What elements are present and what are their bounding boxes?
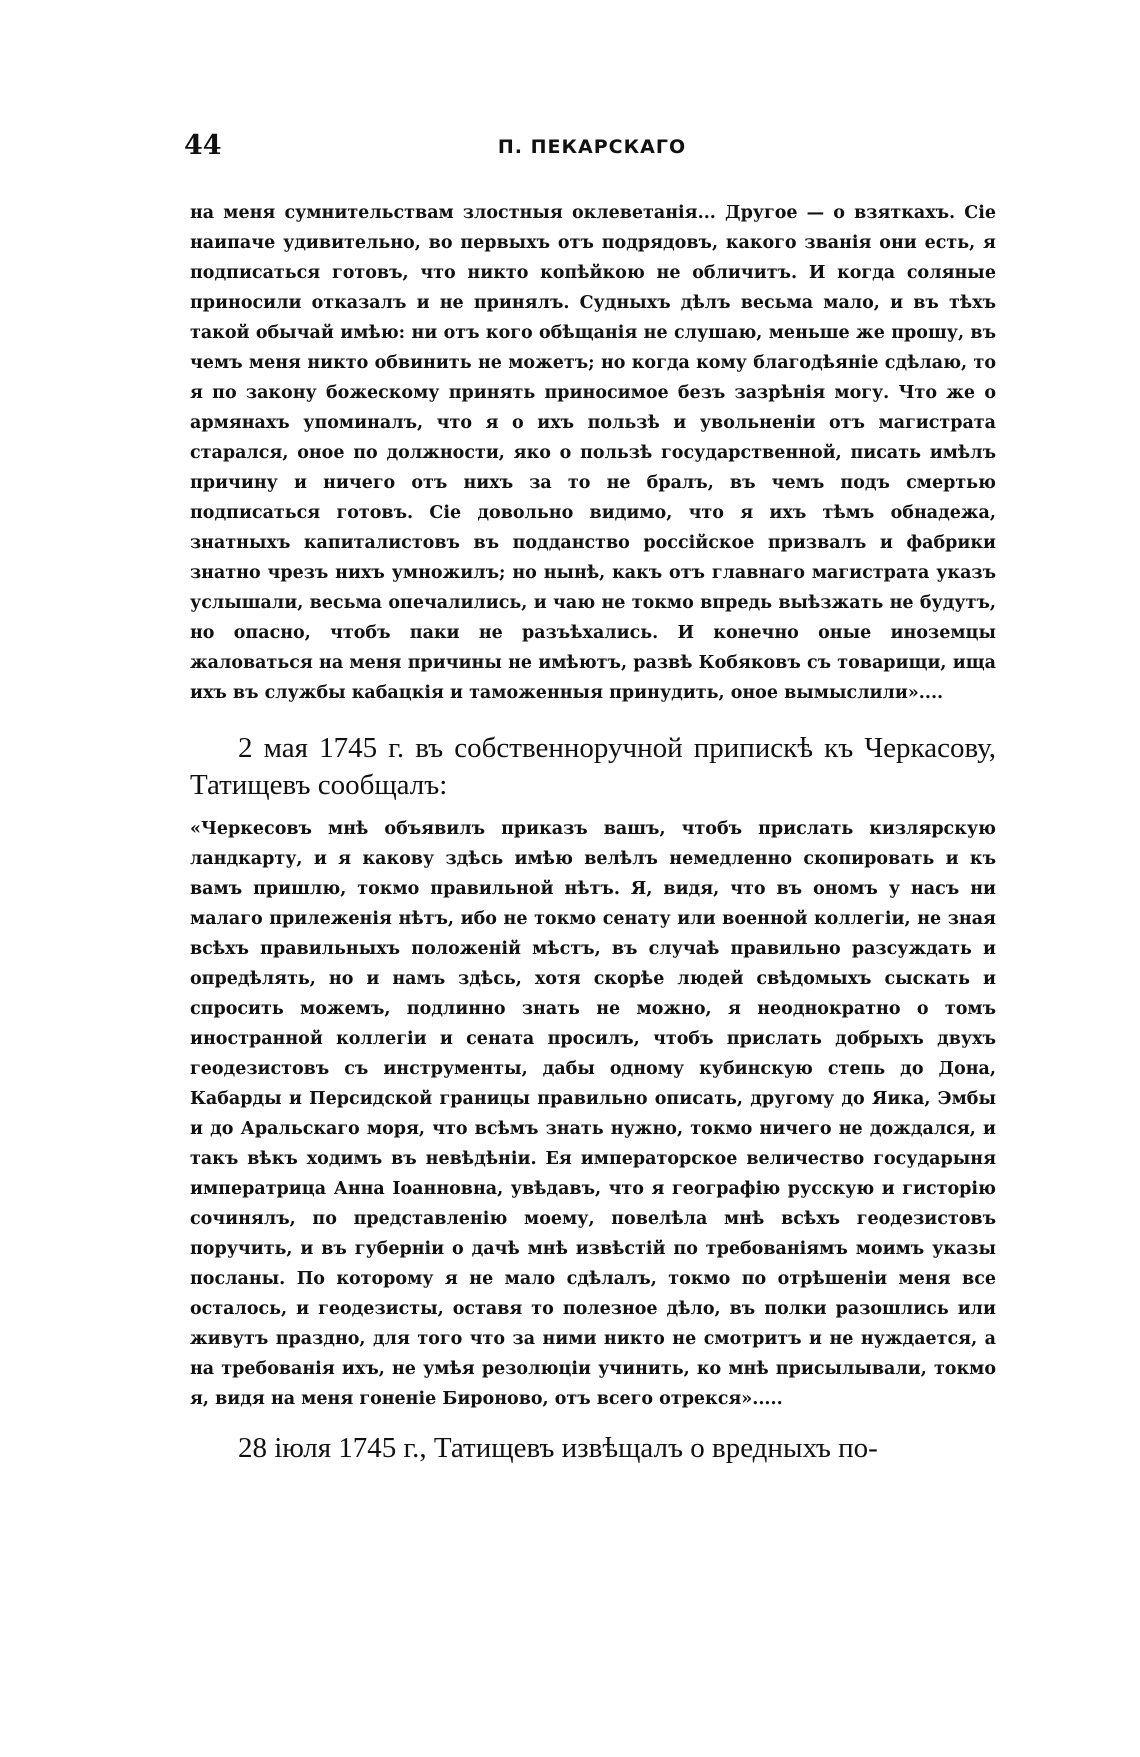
running-head: П. ПЕКАРСКАГО — [497, 136, 687, 158]
body-text — [190, 198, 996, 1467]
page-number: 44 — [184, 130, 222, 161]
page-header — [184, 130, 1000, 170]
quote-paragraph-1: на меня сумнительствам злостныя оклеветанія... Другое — о взяткахъ. Сіе наипаче удивительно, во первыхъ отъ подрядовъ, какого званія они есть, я подписаться готовъ, что никто копѣйкою не обличитъ. И когда соляные приносили отказалъ и не принялъ. Судныхъ дѣлъ весьма мало, и въ тѣхъ такой обычай имѣю: ни отъ кого обѣщанія не слушаю, меньше же прошу, въ чемъ меня никто обвинить не можетъ; но когда кому благодѣяніе сдѣлаю, то я по закону божескому принять приносимое безъ зазрѣнія могу. Что же о армянахъ упоминалъ, что я о ихъ пользѣ и увольненіи отъ магистрата старался, оное по должности, яко о пользѣ государственной, писать имѣлъ причину и ничего отъ нихъ за то не бралъ, въ чемъ подъ смертью подписаться готовъ. Сіе довольно видимо, что я ихъ тѣмъ обнадежа, знатныхъ капиталистовъ въ подданство россійское призвалъ и фабрики знатно чрезъ нихъ умножилъ; но нынѣ, какъ отъ главнаго магистрата указъ услышали, весьма опечалились, и чаю не токмо впредь выѣзжать не будутъ, но опасно, чтобъ паки не разъѣхались. И конечно оные иноземцы жаловаться на меня причины не имѣютъ, развѣ Кобяковъ съ товарищи, ища ихъ въ службы кабацкія и таможенныя принудить, оное вымыслили».... — [190, 203, 996, 703]
narrative-paragraph-2: 28 іюля 1745 г., Татищевъ извѣщалъ о вредныхъ по- — [238, 1432, 878, 1464]
quote-paragraph-2: «Черкесовъ мнѣ объявилъ приказъ вашъ, чтобъ прислать кизлярскую ландкарту, и я какову здѣсь имѣю велѣлъ немедленно скопировать и къ вамъ пришлю, токмо правильной нѣтъ. Я, видя, что въ ономъ у насъ ни малаго прилеженія нѣтъ, ибо не токмо сенату или военной коллегіи, не зная всѣхъ правильныхъ положеній мѣстъ, въ случаѣ правильно разсуждать и опредѣлять, но и намъ здѣсь, хотя скорѣе людей свѣдомыхъ сыскать и спросить можемъ, подлинно знать не можно, я неоднократно о томъ иностранной коллегіи и сената просилъ, чтобъ прислать добрыхъ двухъ геодезистовъ съ инструменты, дабы одному кубинскую степь до Дона, Кабарды и Персидской границы правильно описать, другому до Яика, Эмбы и до Аральскаго моря, что всѣмъ знать нужно, токмо ничего не дождался, и такъ вѣкъ ходимъ въ невѣдѣніи. Ея императорское величество государыня императрица Анна Іоанновна, увѣдавъ, что я географію русскую и гисторію сочинялъ, по представленію моему, повелѣла мнѣ всѣхъ геодезистовъ поручить, и въ губерніи о дачѣ мнѣ извѣстій по требованіямъ моимъ указы посланы. По которому я не мало сдѣлалъ, токмо по отрѣшеніи меня все осталось, и геодезисты, оставя то полезное дѣло, въ полки разошлись или живутъ праздно, для того что за ними никто не смотритъ и не нуждается, а на требованія ихъ, не умѣя резолюціи учинить, ко мнѣ присылывали, токмо я, видя на меня гоненіе Бироново, отъ всего отрекся»..... — [190, 819, 996, 1409]
narrative-paragraph-1: 2 мая 1745 г. въ собственноручной припискѣ къ Черкасову, Татищевъ сообщалъ: — [190, 732, 996, 801]
